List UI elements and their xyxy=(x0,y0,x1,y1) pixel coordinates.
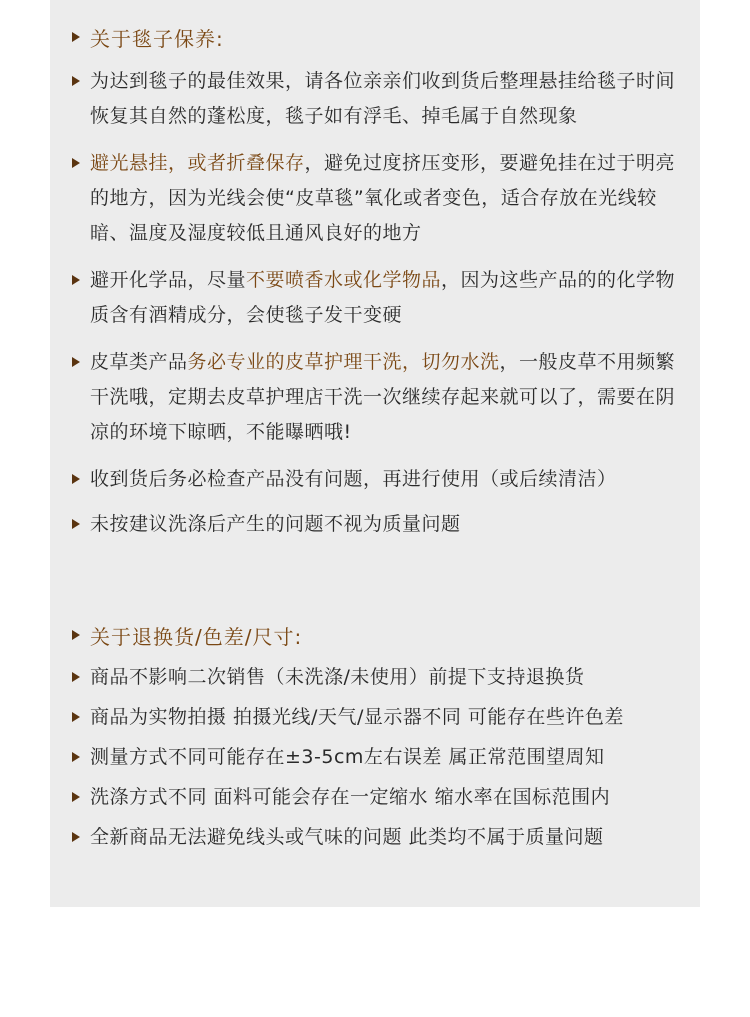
returns-item-1 xyxy=(72,660,682,695)
returns-item-text: 商品为实物拍摄 拍摄光线/天气/显示器不同 可能存在些许色差 xyxy=(90,706,624,728)
triangle-bullet-icon xyxy=(72,474,80,484)
care-item-text xyxy=(90,263,682,333)
care-item-text xyxy=(90,64,682,134)
returns-item-text: 全新商品无法避免线头或气味的问题 此类均不属于质量问题 xyxy=(90,826,604,848)
care-item-2-text: ，避免过度挤压变形，要避免挂在过于明亮的地方，因为光线会使“皮草毯”氧化或者变色，适合存放在光线较暗、温度及湿度较低且通风良好的地方 xyxy=(90,152,676,244)
triangle-bullet-icon xyxy=(72,357,80,367)
care-item-text xyxy=(90,507,682,542)
returns-item-4 xyxy=(72,780,682,815)
care-heading xyxy=(72,20,682,54)
triangle-bullet-icon xyxy=(72,519,80,529)
triangle-bullet-icon xyxy=(72,792,80,802)
care-item-1 xyxy=(72,64,682,134)
care-heading-text: 关于毯子保养: xyxy=(90,26,224,51)
returns-item-text: 商品不影响二次销售（未洗涤/未使用）前提下支持退换货 xyxy=(90,666,585,688)
triangle-bullet-icon xyxy=(72,32,80,42)
care-item-3-text-b: ，因为这些产品的的化学物质含有酒精成分，会使毯子发干变硬 xyxy=(90,269,676,326)
care-item-3 xyxy=(72,263,682,333)
triangle-bullet-icon xyxy=(72,832,80,842)
triangle-bullet-icon xyxy=(72,275,80,285)
returns-item-2 xyxy=(72,700,682,735)
returns-heading-text: 关于退换货/色差/尺寸: xyxy=(90,624,303,649)
returns-item-text: 测量方式不同可能存在±3-5cm左右误差 属正常范围望周知 xyxy=(90,746,605,768)
returns-item-3 xyxy=(72,740,682,775)
returns-section xyxy=(72,618,682,855)
care-item-text xyxy=(90,345,682,450)
care-item-4-text-a: 皮草类产品 xyxy=(90,351,188,373)
care-item-5-text: 收到货后务必检查产品没有问题，再进行使用（或后续清洁） xyxy=(90,468,617,490)
care-item-5 xyxy=(72,462,682,497)
care-item-4 xyxy=(72,345,682,450)
care-item-6 xyxy=(72,507,682,542)
care-item-3-highlight: 不要喷香水或化学物品 xyxy=(246,269,442,291)
care-item-text xyxy=(90,146,682,251)
triangle-bullet-icon xyxy=(72,630,80,640)
care-item-2-highlight: 避光悬挂，或者折叠保存 xyxy=(90,152,305,174)
care-item-2 xyxy=(72,146,682,251)
care-section xyxy=(72,20,682,542)
triangle-bullet-icon xyxy=(72,672,80,682)
care-item-1-text: 为达到毯子的最佳效果，请各位亲亲们收到货后整理悬挂给毯子时间恢复其自然的蓬松度，毯子如有浮毛、掉毛属于自然现象 xyxy=(90,70,676,127)
triangle-bullet-icon xyxy=(72,76,80,86)
care-item-3-text-a: 避开化学品，尽量 xyxy=(90,269,247,291)
returns-heading xyxy=(72,618,682,652)
care-item-6-text: 未按建议洗涤后产生的问题不视为质量问题 xyxy=(90,513,461,535)
triangle-bullet-icon xyxy=(72,712,80,722)
care-item-4-text-b: ，一般皮草不用频繁干洗哦，定期去皮草护理店干洗一次继续存起来就可以了，需要在阴凉的环境下晾晒，不能曝晒哦! xyxy=(90,351,676,443)
triangle-bullet-icon xyxy=(72,752,80,762)
returns-item-5 xyxy=(72,820,682,855)
returns-item-text: 洗涤方式不同 面料可能会存在一定缩水 缩水率在国标范围内 xyxy=(90,786,611,808)
care-item-4-highlight: 务必专业的皮草护理干洗，切勿水洗 xyxy=(187,351,500,373)
triangle-bullet-icon xyxy=(72,158,80,168)
care-item-text xyxy=(90,462,682,497)
